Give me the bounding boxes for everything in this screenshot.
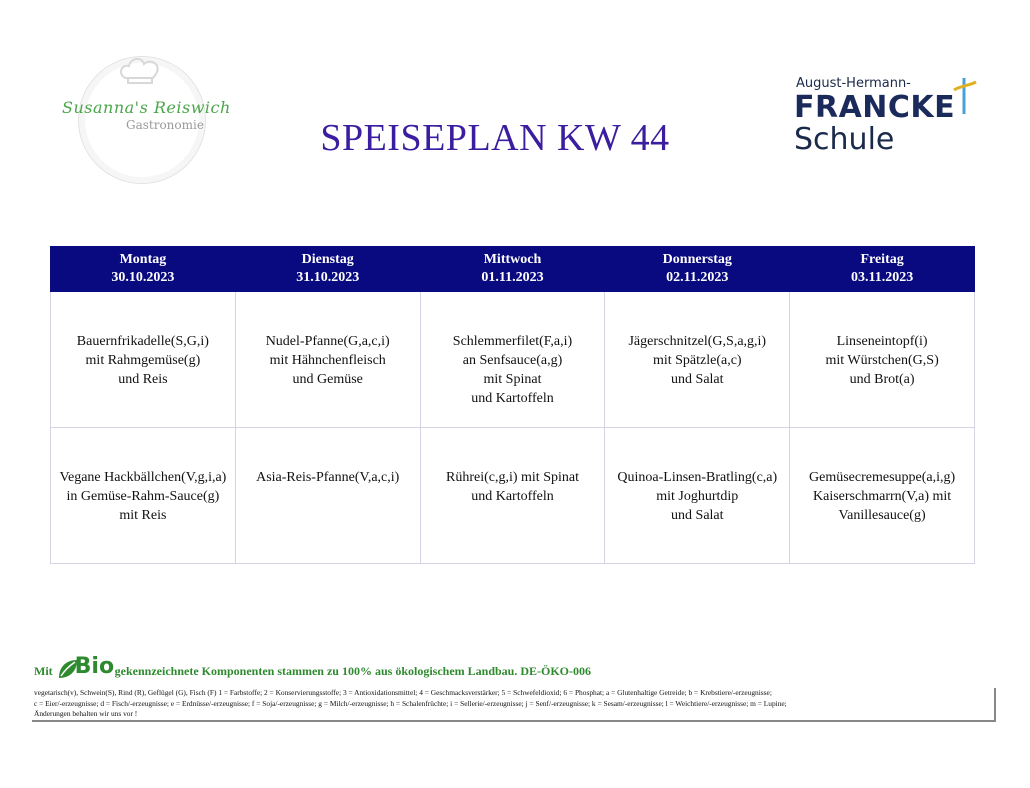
- menu-item-text: Nudel-Pfanne(G,a,c,i) mit Hähnchenfleisch und Gemüse: [265, 334, 390, 387]
- menu-row-2: [51, 428, 975, 564]
- bio-logo-word: Bio: [74, 654, 115, 679]
- day-date: 02.11.2023: [666, 270, 729, 285]
- bio-note: [34, 656, 591, 686]
- menu-item-text: Schlemmerfilet(F,a,i) an Senfsauce(a,g) mit Spinat und Kartoffeln: [452, 334, 573, 406]
- legend-line: vegetarisch(v), Schwein(S), Rind (R), Geflügel (G), Fisch (F) 1 = Farbstoffe; 2 = Konservierungsstoffe; 3 = Antioxidationsmittel; 4 = Geschmacksverstärker; 5 = Schwefeldioxid; 6 = Phosphat; a = Glutenhaltige Getreide; b = Krebstiere/-erzeugnisse;: [34, 688, 772, 697]
- logo-script-text: Susanna's Reiswich: [62, 98, 231, 117]
- allergen-legend: [32, 688, 996, 722]
- gastronomy-logo: [60, 48, 231, 188]
- menu-cell: [51, 428, 236, 564]
- menu-item-text: Asia-Reis-Pfanne(V,a,c,i): [256, 470, 400, 485]
- menu-cell: [790, 428, 975, 564]
- menu-cell: [420, 428, 605, 564]
- day-header-monday: [51, 247, 236, 292]
- logo-sub-text: Gastronomie: [126, 118, 204, 132]
- bio-text: gekennzeichnete Komponenten stammen zu 100% aus ökologischem Landbau. DE-ÖKO-006: [114, 663, 592, 678]
- day-header-wednesday: [420, 247, 605, 292]
- menu-item-text: Jägerschnitzel(G,S,a,g,i) mit Spätzle(a,c) und Salat: [628, 334, 767, 387]
- legend-line: c = Eier/-erzeugnisse; d = Fisch/-erzeugnisse; e = Erdnüsse/-erzeugnisse; f = Soja/-erzeugnisse; g = Milch/-erzeugnisse; h = Schalenfrüchte; i = Sellerie/-erzeugnisse; j = Senf/-erzeugnisse; k = Sesam/-erzeugnisse; l = Weichtiere/-erzeugnisse; m = Lupine;: [34, 698, 787, 708]
- page-title: SPEISEPLAN KW 44: [320, 117, 670, 159]
- day-name: Dienstag: [301, 252, 354, 267]
- menu-row-1: [51, 292, 975, 428]
- school-logo-small-text: August-Hermann-: [796, 76, 911, 91]
- day-name: Montag: [119, 252, 167, 267]
- day-header-tuesday: [235, 247, 420, 292]
- day-date: 30.10.2023: [111, 270, 175, 285]
- day-date: 01.11.2023: [481, 270, 544, 285]
- day-name: Mittwoch: [483, 252, 542, 267]
- menu-table: [50, 246, 975, 564]
- menu-cell: [51, 292, 236, 428]
- menu-cell: [420, 292, 605, 428]
- menu-item-text: Quinoa-Linsen-Bratling(c,a) mit Joghurtdip und Salat: [617, 470, 778, 523]
- menu-cell: [235, 428, 420, 564]
- menu-item-text: Vegane Hackbällchen(V,g,i,a) in Gemüse-Rahm-Sauce(g) mit Reis: [59, 470, 227, 523]
- menu-item-text: Bauernfrikadelle(S,G,i) mit Rahmgemüse(g) und Reis: [76, 334, 209, 387]
- cross-mark-icon: [948, 76, 980, 116]
- day-name: Freitag: [860, 252, 904, 267]
- day-date: 31.10.2023: [296, 270, 360, 285]
- bio-logo-icon: [57, 654, 115, 686]
- day-header-friday: [790, 247, 975, 292]
- menu-cell: [790, 292, 975, 428]
- menu-item-text: Linseneintopf(i) mit Würstchen(G,S) und Brot(a): [825, 334, 939, 387]
- legend-line: Änderungen behalten wir uns vor !: [34, 709, 138, 718]
- school-logo-schule: Schule: [794, 122, 895, 157]
- menu-cell: [605, 428, 790, 564]
- school-logo: [790, 76, 990, 166]
- menu-item-text: Gemüsecremesuppe(a,i,g) Kaiserschmarrn(V,a) mit Vanillesauce(g): [809, 470, 956, 523]
- school-logo-name: FRANCKE: [794, 90, 956, 125]
- day-date: 03.11.2023: [850, 270, 914, 285]
- day-header-thursday: [605, 247, 790, 292]
- menu-cell: [605, 292, 790, 428]
- day-name: Donnerstag: [662, 252, 732, 267]
- menu-cell: [235, 292, 420, 428]
- chef-hat-icon: [116, 54, 164, 84]
- bio-prefix: Mit: [34, 663, 53, 678]
- menu-item-text: Rührei(c,g,i) mit Spinat und Kartoffeln: [446, 470, 579, 504]
